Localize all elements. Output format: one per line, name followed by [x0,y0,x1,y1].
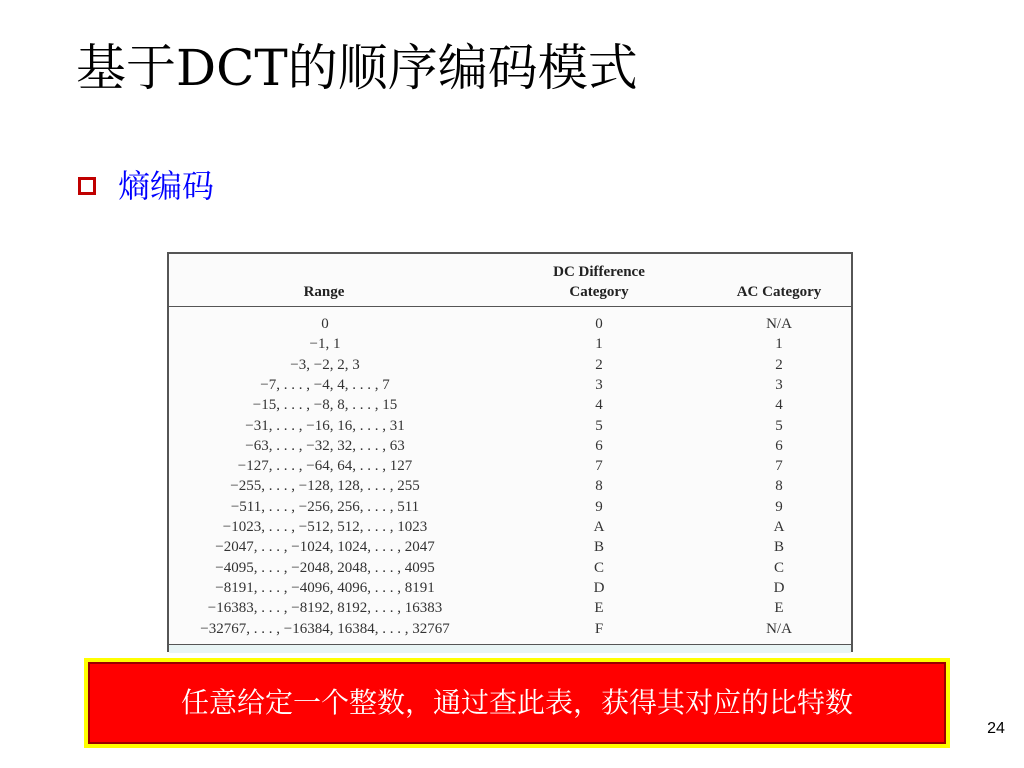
dc-cell: 5 [595,417,603,434]
table-row [169,537,851,557]
callout-box [84,658,950,748]
table-header [169,254,851,307]
range-cell: −15, . . . , −8, 8, . . . , 15 [252,397,398,414]
range-cell: −511, . . . , −256, 256, . . . , 511 [230,498,420,515]
table-row [169,517,851,537]
dc-cell: A [593,519,605,535]
range-cell: −1, 1 [309,336,341,353]
page-number: 24 [987,720,1005,737]
range-cell: −127, . . . , −64, 64, . . . , 127 [237,458,413,475]
range-cell: −31, . . . , −16, 16, . . . , 31 [245,417,405,434]
dc-cell: 3 [595,376,603,393]
dc-cell: 8 [595,478,603,495]
header-range: Range [303,284,345,300]
ac-cell: N/A [766,316,792,332]
dc-cell: 1 [595,336,603,353]
table-row [169,476,851,496]
table-row [169,416,851,436]
callout-text: 任意给定一个整数，通过查此表，获得其对应的比特数 [180,686,853,719]
range-cell: −3, −2, 2, 3 [290,356,360,373]
bullet-text: 熵编码 [118,167,215,205]
table-row [169,456,851,476]
dc-cell: B [593,539,604,556]
range-cell: −4095, . . . , −2048, 2048, . . . , 4095 [215,559,435,576]
table-row [169,436,851,456]
table-row [169,355,851,375]
ac-cell: 1 [775,336,783,353]
range-cell: −7, . . . , −4, 4, . . . , 7 [260,376,390,393]
square-bullet-icon [78,177,96,195]
dc-cell: 9 [595,498,603,515]
table-row [169,395,851,415]
category-table [167,252,853,652]
callout-inner [88,662,946,744]
dc-cell: 0 [595,316,603,332]
dc-cell: D [593,579,605,596]
slide-title: 基于DCT的顺序编码模式 [76,39,638,97]
ac-cell: 4 [775,397,783,414]
bullet-item [78,162,214,210]
ac-cell: A [773,519,785,535]
range-cell: −16383, . . . , −8192, 8192, . . . , 16383 [207,600,443,617]
dc-cell: F [594,620,604,637]
table-row [169,558,851,578]
dc-cell: 2 [595,356,603,373]
range-cell: 0 [321,316,329,332]
ac-cell: D [773,579,785,596]
table-row [169,497,851,517]
ac-cell: 5 [775,417,783,434]
header-ac-category: AC Category [736,284,822,300]
ac-cell: 7 [775,458,783,475]
table-footer-strip [169,644,851,653]
ac-cell: B [773,539,784,556]
range-cell: −2047, . . . , −1024, 1024, . . . , 2047 [215,539,435,556]
range-cell: −8191, . . . , −4096, 4096, . . . , 8191 [215,579,435,596]
dc-cell: 7 [595,458,603,475]
table-row [169,334,851,354]
dc-cell: C [593,559,604,576]
header-dc-category: DC Difference Category [553,264,645,300]
ac-cell: N/A [766,620,792,637]
range-cell: −32767, . . . , −16384, 16384, . . . , 32767 [200,620,450,637]
ac-cell: 2 [775,356,783,373]
dc-cell: 6 [595,437,603,454]
table-row [169,598,851,618]
range-cell: −255, . . . , −128, 128, . . . , 255 [230,478,420,495]
range-cell: −1023, . . . , −512, 512, . . . , 1023 [222,519,428,535]
dc-cell: E [594,600,604,617]
table-row [169,375,851,395]
table-row [169,314,851,334]
ac-cell: 9 [775,498,783,515]
ac-cell: 3 [775,376,783,393]
ac-cell: 6 [775,437,783,454]
ac-cell: C [773,559,784,576]
ac-cell: E [774,600,784,617]
dc-cell: 4 [595,397,603,414]
ac-cell: 8 [775,478,783,495]
range-cell: −63, . . . , −32, 32, . . . , 63 [245,437,405,454]
table-row [169,619,851,639]
table-row [169,578,851,598]
